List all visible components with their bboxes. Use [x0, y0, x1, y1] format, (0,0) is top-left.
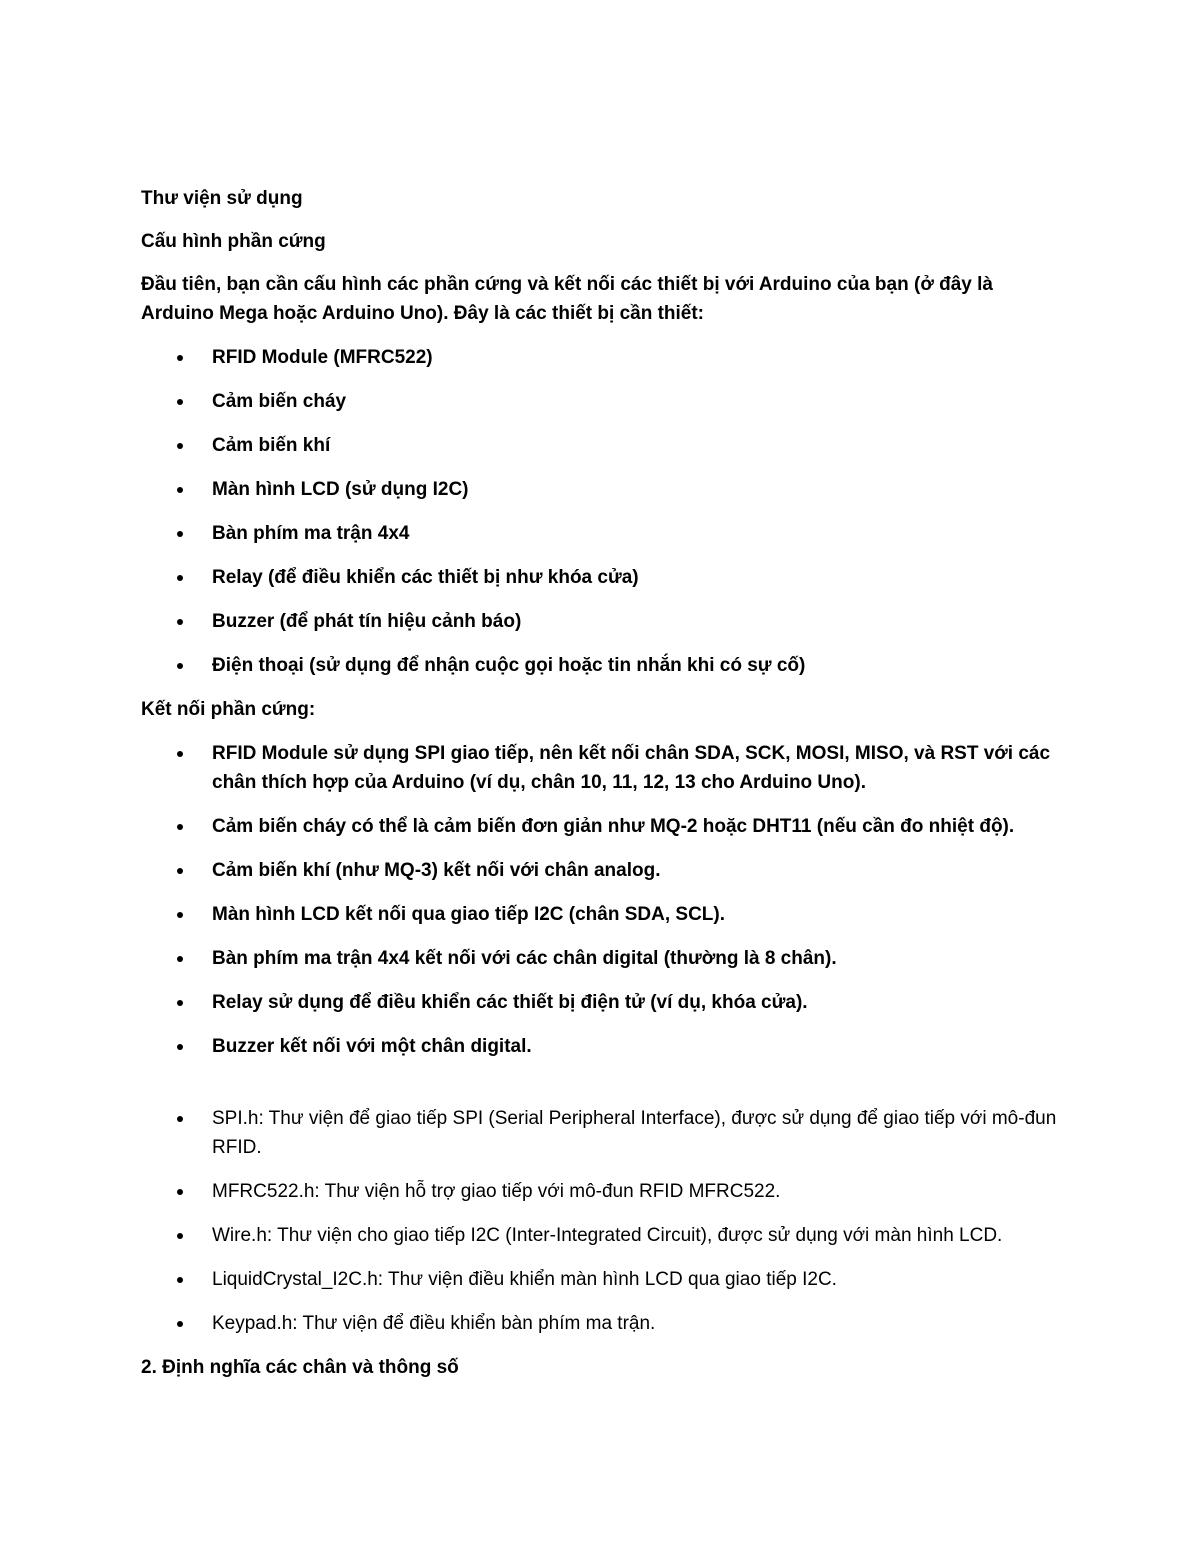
list-item: [141, 519, 1061, 548]
bullet-icon: [177, 751, 183, 757]
list-item: [141, 944, 1061, 973]
list-item-text: RFID Module sử dụng SPI giao tiếp, nên kết nối chân SDA, SCK, MOSI, MISO, và RST với các chân thích hợp của Arduino (ví dụ, chân 10, 11, 12, 13 cho Arduino Uno).: [212, 743, 1051, 793]
intro-paragraph: Đầu tiên, bạn cần cấu hình các phần cứng và kết nối các thiết bị với Arduino của bạn (ở đây là Arduino Mega hoặc Arduino Uno). Đây là các thiết bị cần thiết:: [141, 274, 993, 324]
list-item: [141, 856, 1061, 885]
list-item-text: Cảm biến cháy có thể là cảm biến đơn giản như MQ-2 hoặc DHT11 (nếu cần đo nhiệt độ).: [212, 816, 1015, 837]
list-item: [141, 988, 1061, 1017]
bullet-icon: [177, 355, 183, 361]
list-item-text: Relay sử dụng để điều khiển các thiết bị điện tử (ví dụ, khóa cửa).: [212, 992, 808, 1013]
list-item-text: Cảm biến cháy: [212, 391, 347, 412]
list-item-text: Cảm biến khí: [212, 435, 331, 456]
bullet-icon: [177, 1321, 183, 1327]
list-item: [141, 1309, 1061, 1338]
section-heading: 2. Định nghĩa các chân và thông số: [141, 1357, 459, 1378]
list-item-text: Bàn phím ma trận 4x4: [212, 523, 410, 544]
device-list: [141, 343, 1061, 680]
list-item: [141, 431, 1061, 460]
list-item: [141, 1104, 1061, 1162]
list-item-text: Màn hình LCD kết nối qua giao tiếp I2C (chân SDA, SCL).: [212, 904, 726, 925]
list-item-text: Cảm biến khí (như MQ-3) kết nối với chân analog.: [212, 860, 661, 881]
list-item-text: Bàn phím ma trận 4x4 kết nối với các chân digital (thường là 8 chân).: [212, 948, 837, 969]
heading-hardware-connection: Kết nối phần cứng:: [141, 699, 316, 720]
heading-hardware-config: Cấu hình phần cứng: [141, 231, 326, 252]
library-list: [141, 1104, 1061, 1338]
bullet-icon: [177, 443, 183, 449]
list-item: [141, 739, 1061, 797]
list-item-text: LiquidCrystal_I2C.h: Thư viện điều khiển màn hình LCD qua giao tiếp I2C.: [212, 1269, 837, 1290]
bullet-icon: [177, 868, 183, 874]
list-item-text: Điện thoại (sử dụng để nhận cuộc gọi hoặc tin nhắn khi có sự cố): [212, 655, 806, 676]
blank-line: [141, 1076, 1061, 1104]
bullet-icon: [177, 663, 183, 669]
list-item: [141, 343, 1061, 372]
list-item: [141, 1221, 1061, 1250]
list-item-text: Relay (để điều khiển các thiết bị như khóa cửa): [212, 567, 639, 588]
bullet-icon: [177, 1116, 183, 1122]
list-item: [141, 651, 1061, 680]
connection-list: [141, 739, 1061, 1061]
list-item-text: Keypad.h: Thư viện để điều khiển bàn phím ma trận.: [212, 1313, 656, 1334]
list-item: [141, 900, 1061, 929]
bullet-icon: [177, 912, 183, 918]
bullet-icon: [177, 1277, 183, 1283]
list-item: [141, 475, 1061, 504]
bullet-icon: [177, 531, 183, 537]
list-item: [141, 1032, 1061, 1061]
list-item: [141, 563, 1061, 592]
document-page: [141, 184, 1061, 1397]
list-item-text: MFRC522.h: Thư viện hỗ trợ giao tiếp với mô-đun RFID MFRC522.: [212, 1181, 781, 1202]
list-item: [141, 1265, 1061, 1294]
bullet-icon: [177, 824, 183, 830]
list-item-text: Buzzer (để phát tín hiệu cảnh báo): [212, 611, 522, 632]
list-item: [141, 387, 1061, 416]
bullet-icon: [177, 487, 183, 493]
bullet-icon: [177, 1189, 183, 1195]
list-item-text: Màn hình LCD (sử dụng I2C): [212, 479, 469, 500]
list-item: [141, 812, 1061, 841]
bullet-icon: [177, 1044, 183, 1050]
heading-libraries: Thư viện sử dụng: [141, 188, 303, 209]
bullet-icon: [177, 399, 183, 405]
bullet-icon: [177, 1000, 183, 1006]
list-item-text: SPI.h: Thư viện để giao tiếp SPI (Serial Peripheral Interface), được sử dụng để giao tiếp với mô-đun RFID.: [212, 1108, 1057, 1158]
list-item: [141, 607, 1061, 636]
list-item-text: Wire.h: Thư viện cho giao tiếp I2C (Inter-Integrated Circuit), được sử dụng với màn hình LCD.: [212, 1225, 1003, 1246]
bullet-icon: [177, 956, 183, 962]
bullet-icon: [177, 575, 183, 581]
list-item: [141, 1177, 1061, 1206]
list-item-text: Buzzer kết nối với một chân digital.: [212, 1036, 532, 1057]
bullet-icon: [177, 619, 183, 625]
bullet-icon: [177, 1233, 183, 1239]
list-item-text: RFID Module (MFRC522): [212, 347, 433, 368]
